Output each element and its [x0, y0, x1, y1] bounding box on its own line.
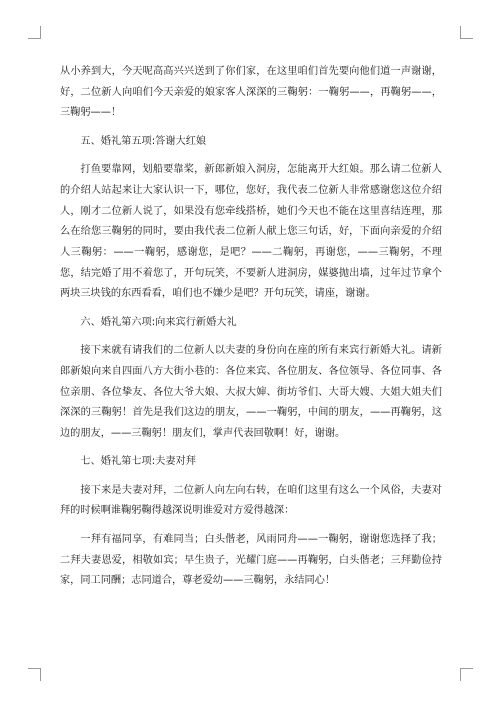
crop-mark-bottom-right [460, 668, 473, 681]
section-heading-6: 六、婚礼第六项:向来宾行新婚大礼 [80, 316, 237, 328]
paragraph-thanks-family: 从小养到大，今天呢高高兴兴送到了你们家，在这里咱们首先要向他们道一声谢谢，好，二位新人向咱们今天亲爱的娘家客人深深的三鞠躬：一鞠躬——，再鞠躬——，三鞠躬——！ [60, 66, 442, 119]
crop-mark-top-left [28, 26, 41, 39]
crop-mark-bottom-left [28, 668, 41, 681]
document-body [60, 62, 442, 600]
paragraph-matchmaker: 打鱼要靠网，划船要靠桨，新郎新娘入洞房，怎能离开大红娘。那么请二位新人的介绍人站起来让大家认识一下，哪位，您好，我代表二位新人非常感谢您这位介绍人，刚才二位新人说了，如果没有您牵线搭桥，她们今天也不能在这里喜结连理，那么在给您三鞠躬的同时，要由我代表二位新人献上您三句话，好，下面向亲爱的介绍人三鞠躬：——一鞠躬，感谢您，是吧？——二鞠躬，再谢您，——三鞠躬，不理您，结完婚了用不着您了，开句玩笑，不要新人进洞房，媒婆抛出墙，过年过节拿个两块三块钱的东西看看，咱们也不嫌少是吧？开句玩笑，请座，谢谢。 [60, 164, 442, 300]
paragraph-guests-bow: 接下来就有请我们的二位新人以夫妻的身份向在座的所有来宾行新婚大礼。请新郎新娘向来自四面八方大街小巷的：各位来宾、各位朋友、各位领导、各位同事、各位亲朋、各位挚友、各位大爷大娘、大叔大婶、街坊爷们、大哥大嫂、大姐大姐夫们深深的三鞠躬！首先是我们这边的朋友，——一鞠躬，中间的朋友，——再鞠躬，这边的朋友，——三鞠躬！朋友们，掌声代表回敬啊！好，谢谢。 [60, 345, 442, 439]
section-heading-5: 五、婚礼第五项:答谢大红娘 [80, 135, 207, 147]
paragraph-three-bows: 一拜有福同享，有难同当；白头偕老，风雨同舟——一鞠躬，谢谢您选择了我；二拜夫妻恩爱，相敬如宾；早生贵子，光耀门庭——再鞠躬，白头偕老；三拜勤俭持家，同工同酬；志同道合，尊老爱幼——三鞠躬，永结同心！ [60, 533, 442, 587]
section-heading-7: 七、婚礼第七项:夫妻对拜 [80, 456, 196, 468]
paragraph-couple-bow-intro: 接下来是夫妻对拜，二位新人向左向右转，在咱们这里有这么一个风俗，夫妻对拜的时候啊谁鞠躬鞠得越深说明谁爱对方爱得越深： [60, 484, 442, 517]
crop-mark-top-right [460, 26, 473, 39]
